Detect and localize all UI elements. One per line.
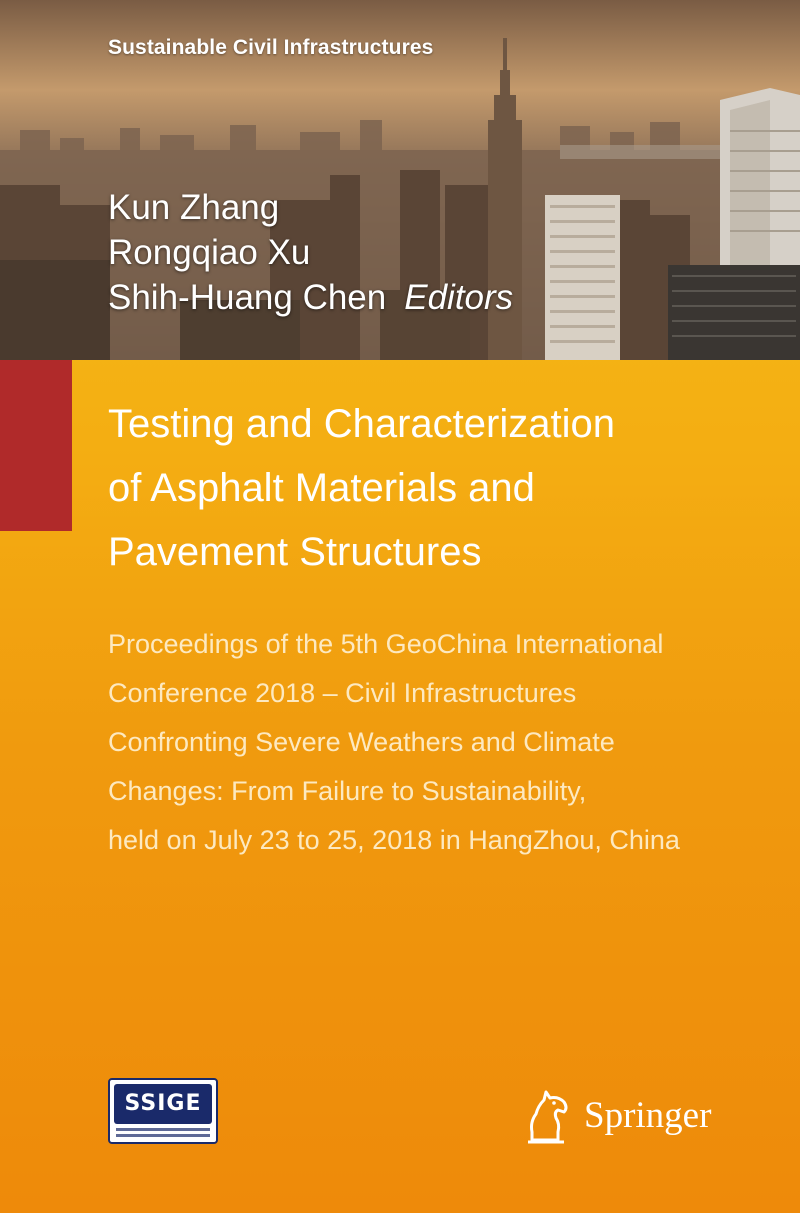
subtitle-line: Proceedings of the 5th GeoChina International (108, 629, 664, 659)
title-line: Testing and Characterization (108, 402, 615, 446)
editors-role-label: Editors (404, 278, 514, 317)
springer-horse-icon (524, 1088, 574, 1144)
subtitle-line: Changes: From Failure to Sustainability, (108, 776, 587, 806)
city-skyline-photo (0, 0, 800, 360)
title-line: of Asphalt Materials and (108, 466, 535, 510)
series-title: Sustainable Civil Infrastructures (108, 36, 434, 59)
accent-bar (0, 360, 72, 531)
subtitle-line: Conference 2018 – Civil Infrastructures (108, 678, 577, 708)
editors-block (108, 185, 513, 320)
ssige-logo (108, 1078, 218, 1144)
title-line: Pavement Structures (108, 530, 482, 574)
publisher-name: Springer (584, 1095, 712, 1136)
springer-logo (524, 1088, 712, 1144)
book-title (108, 392, 788, 584)
editor-name: Kun Zhang (108, 188, 280, 227)
subtitle-line: Confronting Severe Weathers and Climate (108, 727, 615, 757)
ssige-logo-caption (116, 1128, 210, 1138)
editor-line (108, 275, 513, 320)
editor-name: Shih-Huang Chen (108, 278, 387, 317)
ssige-logo-text: SSIGE (114, 1084, 212, 1124)
subtitle-line: held on July 23 to 25, 2018 in HangZhou, China (108, 825, 680, 855)
editor-name: Rongqiao Xu (108, 233, 311, 272)
book-subtitle (108, 620, 788, 865)
